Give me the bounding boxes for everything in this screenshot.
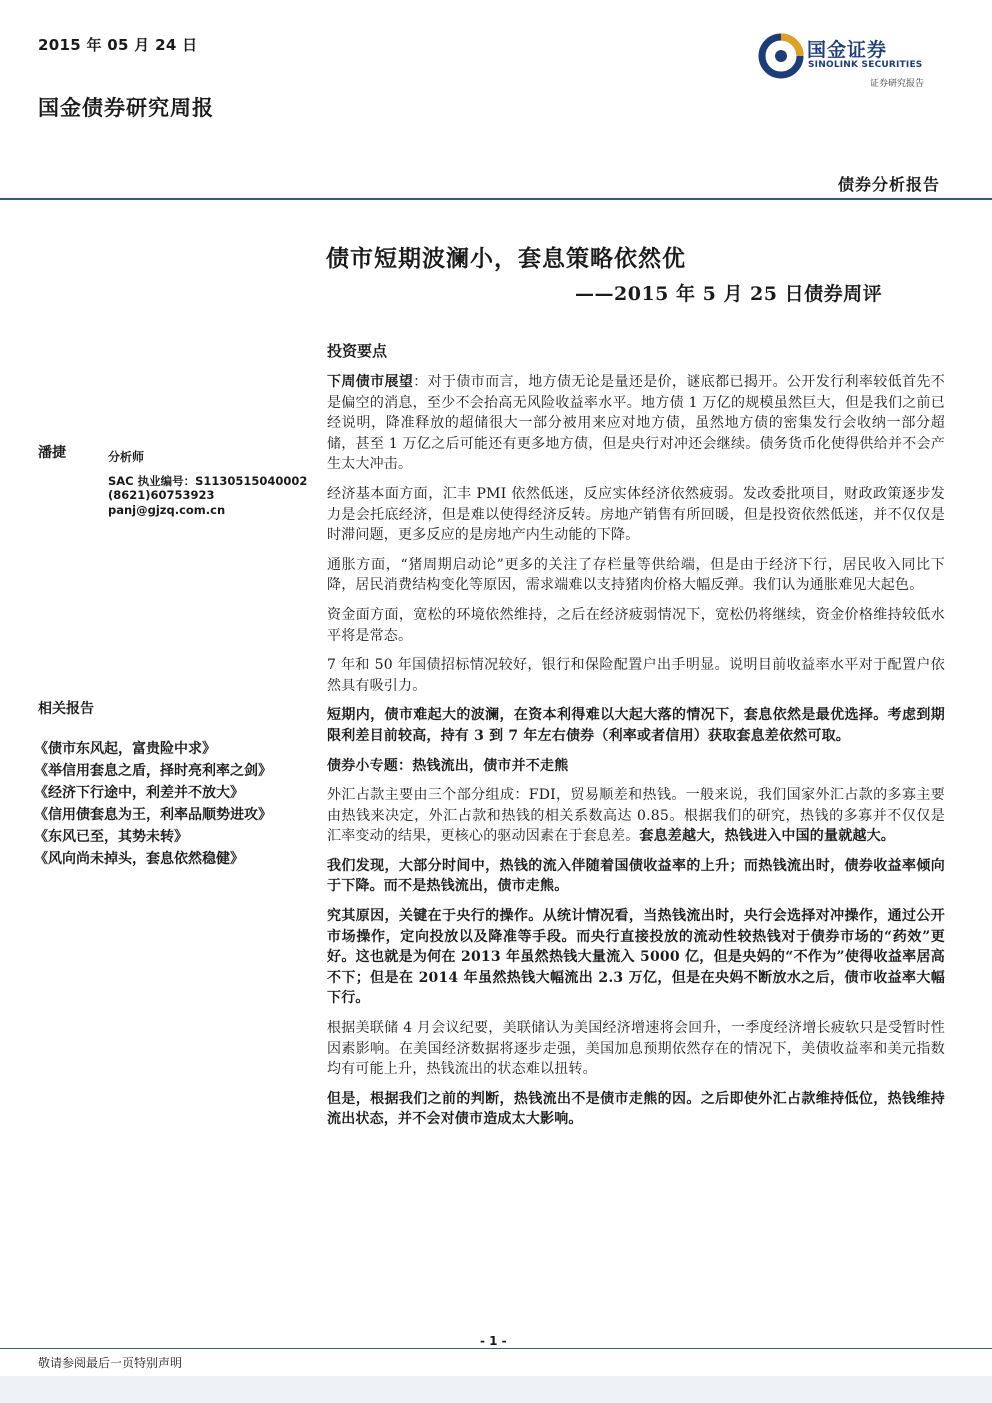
author-phone: (8621)60753923 xyxy=(108,488,215,502)
report-date: 2015 年 05 月 24 日 xyxy=(38,36,198,54)
header-divider xyxy=(0,198,992,200)
related-report-item[interactable]: 《风向尚未掉头，套息依然稳健》 xyxy=(34,851,244,867)
paragraph-emphasis: 套息差越大，热钱进入中国的量就越大。 xyxy=(639,828,896,845)
paragraph-auction: 7 年和 50 年国债招标情况较好，银行和保险配置户出手明显。说明目前收益率水平对于配置户依然具有吸引力。 xyxy=(327,657,945,694)
sub-title: ——2015 年 5 月 25 日债券周评 xyxy=(575,283,883,305)
logo-subtitle: 证券研究报告 xyxy=(870,79,925,89)
related-report-item[interactable]: 《东风已至，其势未转》 xyxy=(34,829,188,845)
paragraph-outlook xyxy=(327,372,945,475)
paragraph-conclusion: 但是，根据我们之前的判断，热钱流出不是债市走熊的因。之后即使外汇占款维持低位，热钱维持流出状态，并不会对债市造成太大影响。 xyxy=(327,1090,945,1128)
paragraph-fundamentals: 经济基本面方面，汇丰 PMI 依然低迷，反应实体经济依然疲弱。发改委批项目，财政政策逐步发力是会托底经济，但是难以使得经济反转。房地产销售有所回暖，但是投资依然低迷，并不仅仅是时滞问题，更多反应的是房地产内生动能的下降。 xyxy=(327,485,945,544)
paragraph-text: 外汇占款主要由三个部分组成：FDI，贸易顺差和热钱。一般来说，我们国家外汇占款的多寡主要由热钱来决定，外汇占款和热钱的相关系数高达 0.85。根据我们的研究，热钱的多寡并不仅仅是汇率变动的结果，更核心的驱动因素在于套息差。 xyxy=(327,787,945,845)
logo-text-cn: 国金证券 xyxy=(807,39,888,61)
author-email[interactable]: panj@gjzq.com.cn xyxy=(108,503,226,517)
paragraph-text: ：对于债市而言，地方债无论是量还是价，谜底都已揭开。公开发行利率较低首先不是偏空的消息，至少不会抬高无风险收益率水平。地方债 1 万亿的规模虽然巨大，但是我们之前已经说明，降准释放的超储很大一部分被用来应对地方债，虽然地方债的密集发行会收纳一部分超储，甚至 1 万亿之后可能还有更多地方债，但是央行对冲还会继续。债务货币化使得供给并不会产生太大冲击。 xyxy=(327,374,945,473)
paragraph-inflation: 通胀方面，“猪周期启动论”更多的关注了存栏量等供给端，但是由于经济下行，居民收入同比下降，居民消费结构变化等原因，需求端难以支持猪肉价格大幅反弹。我们认为通胀难见大起色。 xyxy=(327,556,945,594)
paragraph-liquidity: 资金面方面，宽松的环境依然维持，之后在经济疲弱情况下，宽松仍将继续，资金价格维持较低水平将是常态。 xyxy=(327,606,945,644)
logo-text-en: SINOLINK SECURITIES xyxy=(808,60,923,70)
footer-divider xyxy=(0,1348,992,1349)
paragraph-finding: 我们发现，大部分时间中，热钱的流入伴随着国债收益率的上升；而热钱流出时，债券收益率倾向于下降。而不是热钱流出，债市走熊。 xyxy=(327,857,945,895)
related-report-item[interactable]: 《信用债套息为王，利率品顺势进攻》 xyxy=(34,807,272,823)
related-reports-heading: 相关报告 xyxy=(38,701,94,717)
main-title: 债市短期波澜小，套息策略依然优 xyxy=(326,245,686,272)
related-reports-list xyxy=(34,738,319,870)
related-report-item[interactable]: 《举信用套息之盾，择时亮利率之剑》 xyxy=(34,763,272,779)
paragraph-short-term-view: 短期内，债市难起大的波澜，在资本利得难以大起大落的情况下，套息依然是最优选择。考虑到期限利差目前较高，持有 3 到 7 年左右债券（利率或者信用）获取套息差依然可取。 xyxy=(327,707,945,744)
related-report-item[interactable]: 《债市东风起，富贵险中求》 xyxy=(34,741,216,757)
paragraph-fed-minutes: 根据美联储 4 月会议纪要，美联储认为美国经济增速将会回升，一季度经济增长疲软只是受暂时性因素影响。在美国经济数据将逐步走强，美国加息预期依然存在的情况下，美债收益率和美元指数均有可能上升，热钱流出的状态难以扭转。 xyxy=(327,1020,945,1078)
investment-highlights-heading: 投资要点 xyxy=(327,342,388,360)
footer-band xyxy=(0,1376,992,1403)
author-sac-number: SAC 执业编号：S1130515040002 xyxy=(108,474,308,488)
author-name: 潘捷 xyxy=(38,445,66,461)
paragraph-reason: 究其原因，关键在于央行的操作。从统计情况看，当热钱流出时，央行会选择对冲操作，通过公开市场操作，定向投放以及降准等手段。而央行直接投放的流动性较热钱对于债券市场的“药效”更好。这也就是为何在 2013 年虽然热钱大量流入 5000 亿，但是央妈的“不作为”使得收益率居高不下；但是在 2014 年虽然热钱大幅流出 2.3 万亿，但是在央妈不断放水之后，债市收益率大幅下行。 xyxy=(327,908,945,1007)
paragraph-fx-reserves xyxy=(327,785,945,847)
series-title: 国金债券研究周报 xyxy=(38,95,214,120)
page-number: - 1 - xyxy=(480,1334,507,1348)
author-role: 分析师 xyxy=(108,450,145,464)
special-topic-heading: 债券小专题：热钱流出，债市并不走熊 xyxy=(327,757,569,774)
report-type: 债券分析报告 xyxy=(837,175,940,194)
footer-disclaimer: 敬请参阅最后一页特别声明 xyxy=(38,1356,183,1370)
report-body xyxy=(327,372,945,1139)
related-report-item[interactable]: 《经济下行途中，利差并不放大》 xyxy=(34,785,244,801)
paragraph-lead: 下周债市展望 xyxy=(327,374,414,390)
